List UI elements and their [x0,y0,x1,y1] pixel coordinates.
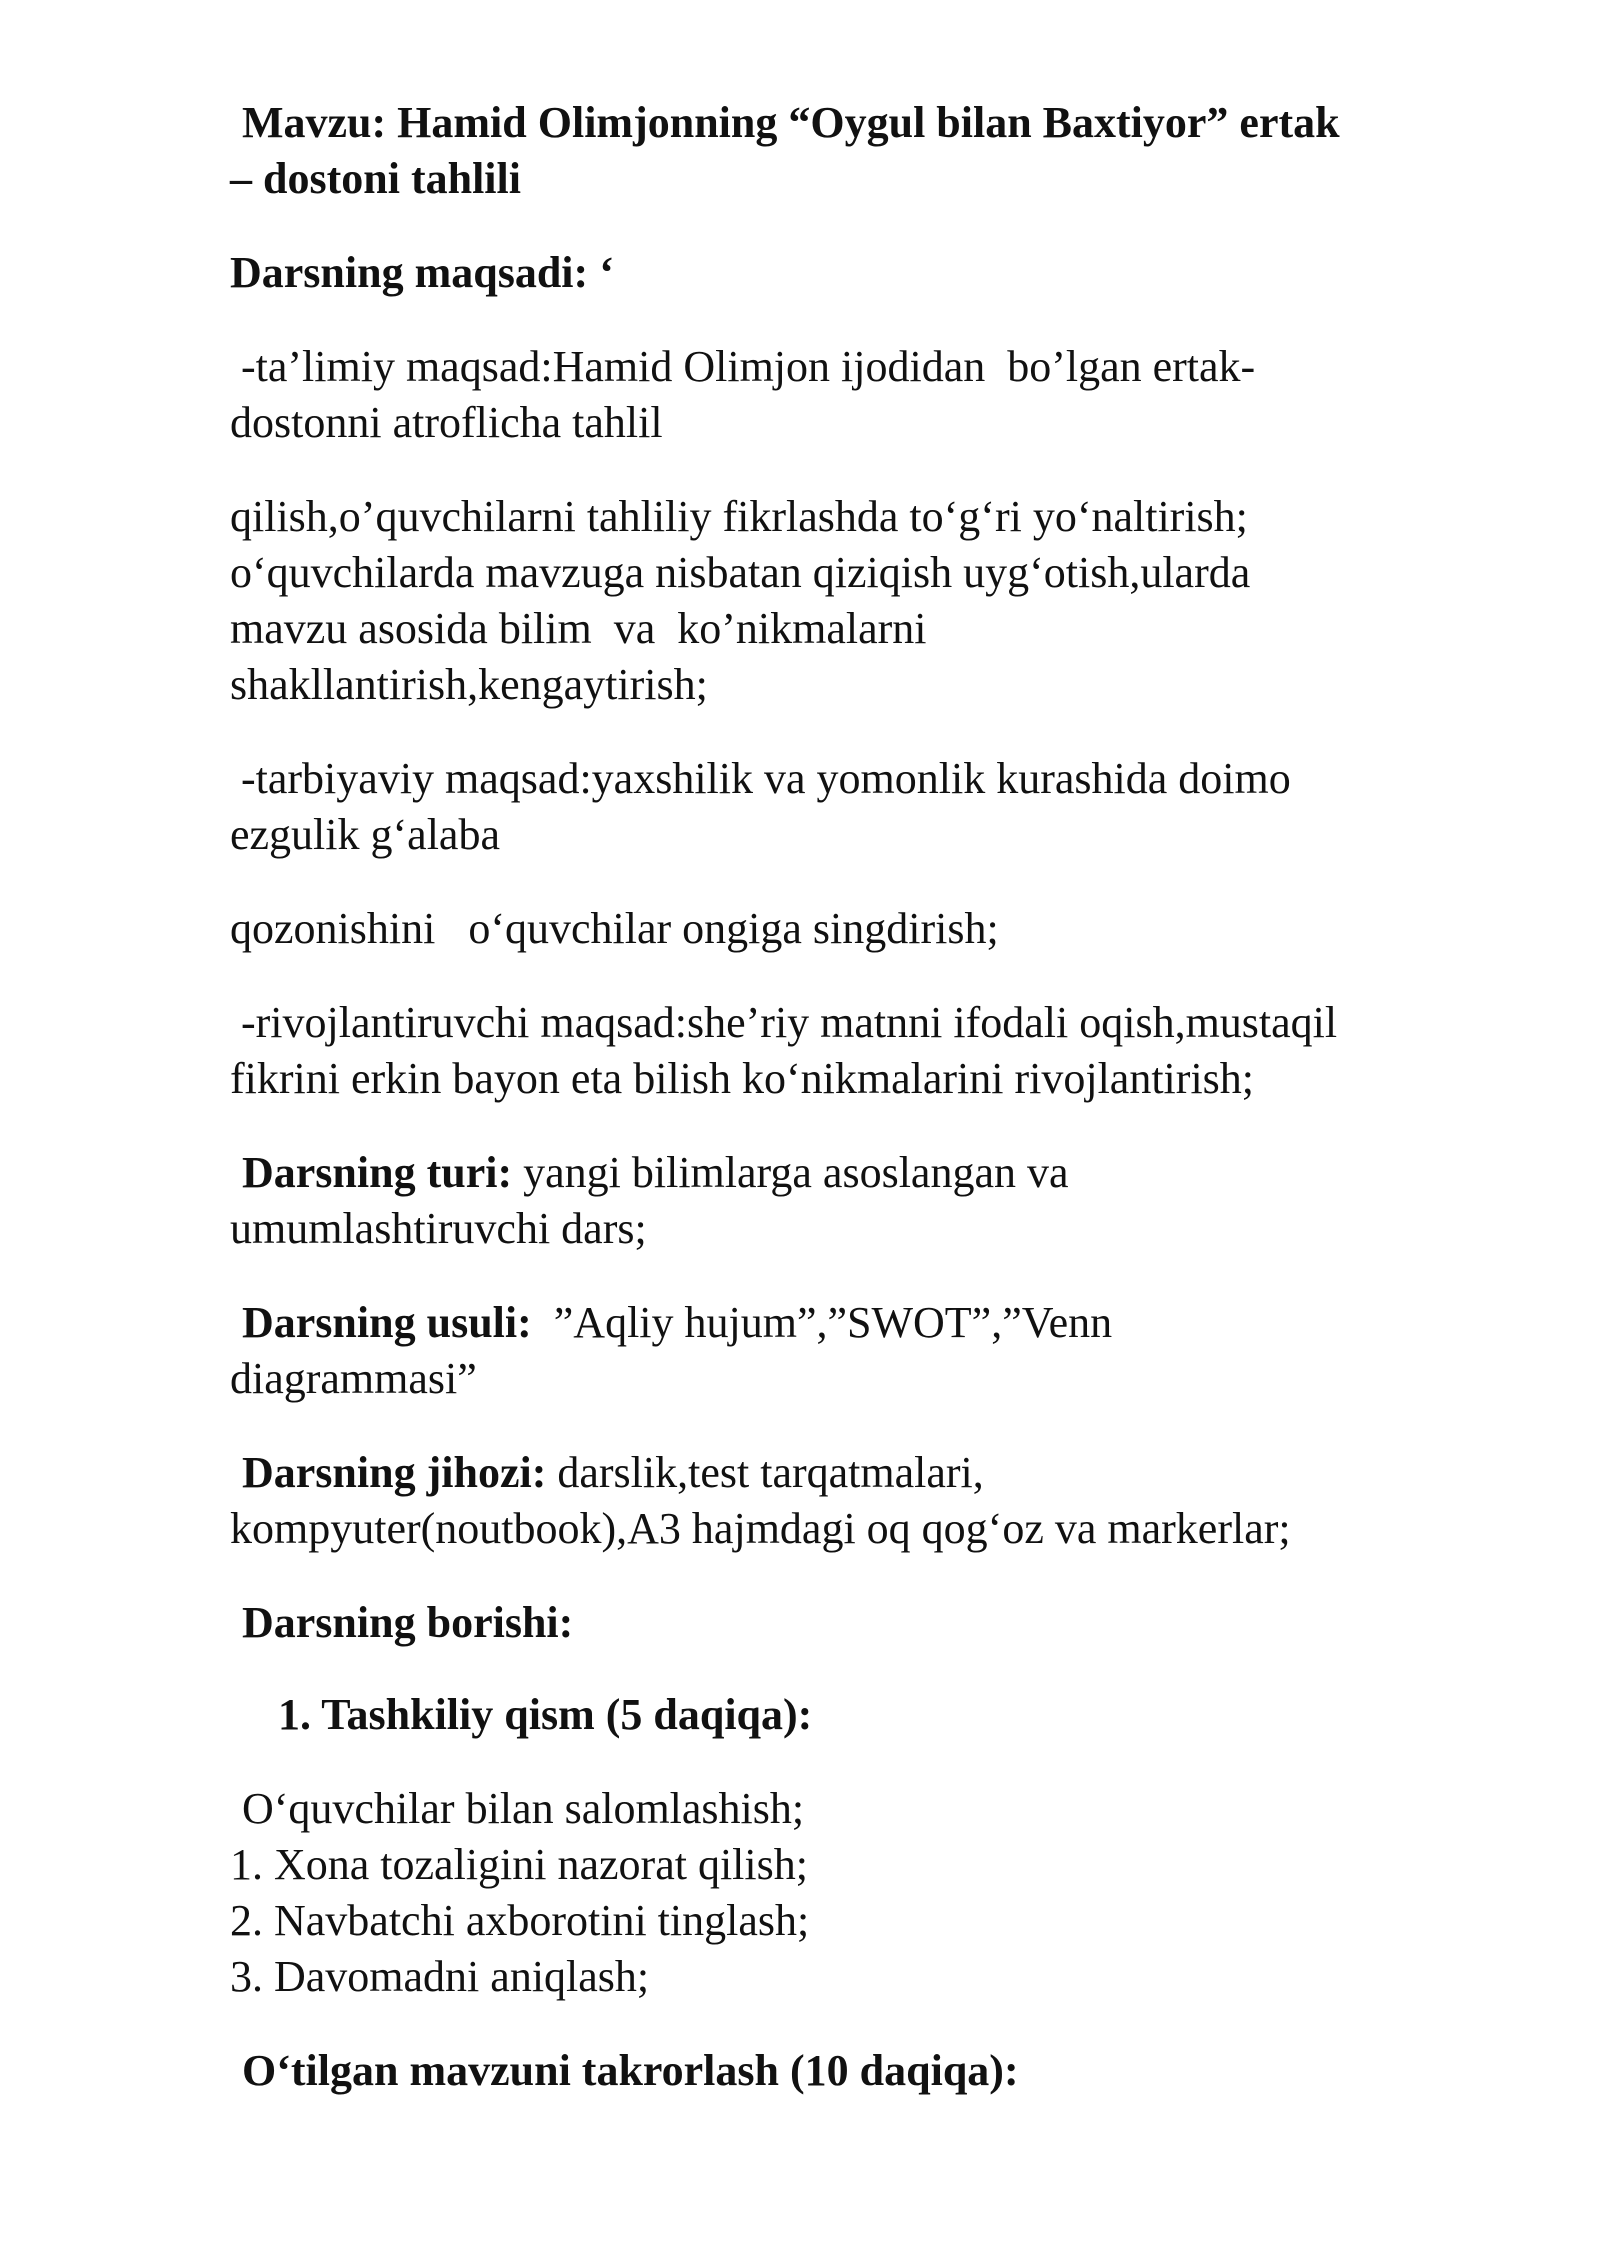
lesson-type-label: Darsning turi: [242,1148,513,1197]
educational-goal-line: dostonni atroflicha tahlil [230,398,663,447]
greeting-line: O‘quvchilar bilan salomlashish; [242,1784,805,1833]
lesson-type-value-cont: umumlashtiruvchi dars; [230,1204,647,1253]
educational-goal-line: mavzu asosida bilim va ko’nikmalarni [230,604,927,653]
lesson-equipment-value-cont: kompyuter(noutbook),A3 hajmdagi oq qog‘oz va markerlar; [230,1504,1291,1553]
educational-goal-line: -ta’limiy maqsad:Hamid Olimjon ijodidan bo’lgan ertak- [230,342,1256,391]
developmental-goal-line: fikrini erkin bayon eta bilish ko‘nikmalarini rivojlantirish; [230,1054,1255,1103]
list-item: 3. Davomadni aniqlash; [230,1952,650,2001]
review-heading: O‘tilgan mavzuni takrorlash (10 daqiqa): [242,2046,1019,2095]
developmental-goal-line: -rivojlantiruvchi maqsad:she’riy matnni ifodali oqish,mustaqil [230,998,1338,1047]
upbringing-goal-continued [230,901,1500,957]
upbringing-goal-line: qozonishini o‘quvchilar ongiga singdirish; [230,904,999,953]
list-item: 1. Xona tozaligini nazorat qilish; [230,1840,808,1889]
document-title [230,95,1500,207]
educational-goal-line: qilish,o’quvchilarni tahliliy fikrlashda to‘g‘ri yo‘naltirish; [230,492,1248,541]
document-page [230,95,1500,2099]
lesson-equipment [230,1445,1500,1557]
upbringing-goal [230,751,1500,863]
lesson-type-value: yangi bilimlarga asoslangan va [512,1148,1069,1197]
lesson-equipment-label: Darsning jihozi: [242,1448,547,1497]
goals-heading: Darsning maqsadi: ‘ [230,248,614,297]
organizational-tasks-list [230,1837,1500,2005]
step-organizational: 1. Tashkiliy qism (5 daqiqa): [278,1690,813,1739]
lesson-progress-heading: Darsning borishi: [242,1598,574,1647]
developmental-goal [230,995,1500,1107]
title-line-2: – dostoni tahlili [230,154,521,203]
lesson-method-value-cont: diagrammasi” [230,1354,477,1403]
list-item: 2. Navbatchi axborotini tinglash; [230,1896,810,1945]
educational-goal [230,339,1500,451]
lesson-equipment-value: darslik,test tarqatmalari, [546,1448,984,1497]
lesson-type [230,1145,1500,1257]
educational-goal-line: shakllantirish,kengaytirish; [230,660,708,709]
lesson-method-value: ”Aqliy hujum”,”SWOT”,”Venn [531,1298,1113,1347]
title-line-1: Mavzu: Hamid Olimjonning “Oygul bilan Baxtiyor” ertak [242,98,1340,147]
lesson-method [230,1295,1500,1407]
upbringing-goal-line: -tarbiyaviy maqsad:yaxshilik va yomonlik kurashida doimo [230,754,1291,803]
upbringing-goal-line: ezgulik g‘alaba [230,810,500,859]
educational-goal-line: o‘quvchilarda mavzuga nisbatan qiziqish uyg‘otish,ularda [230,548,1251,597]
lesson-method-label: Darsning usuli: [242,1298,532,1347]
educational-goal-continued [230,489,1500,713]
